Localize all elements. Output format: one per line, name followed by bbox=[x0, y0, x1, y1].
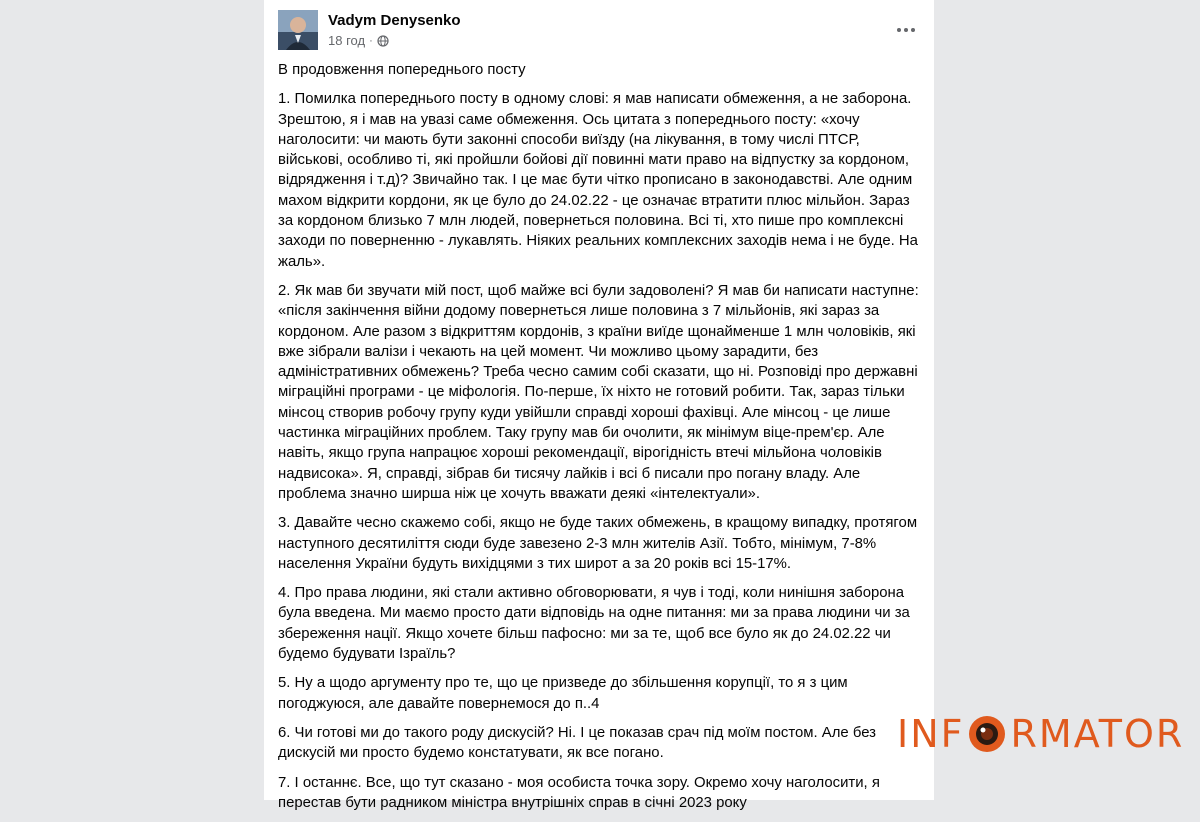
globe-icon bbox=[377, 35, 389, 47]
more-options-icon[interactable] bbox=[892, 16, 920, 44]
post-paragraph-2: 2. Як мав би звучати мій пост, щоб майже всі були задоволені? Я мав би написати наступне: «після закінчення війни додому повернеться лише половина з 7 мільйонів, які зараз за кордоном. Але разом з відкриттям кордонів, з країни виїде щонайменше 1 млн чоловіків, які вже зібрали валізи і чекають на цей момент. Чи можливо цьому зарадити, без адміністративних обмежень? Треба чесно самим собі сказати, що ні. Розповіді про державні міграційні програми - це міфологія. По-перше, їх ніхто не готовий робити. Так, зараз тільки мінсоц створив робочу групу куди увійшли справді хороші фахівці. Але мінсоц - це лише частинка міграційних проблем. Таку групу мав би очолити, як мінімум віце-прем'єр. Але навіть, якщо група напрацює хороші рекомендації, вірогідність втечі мільйона чоловіків надвисока». Я, справді, зібрав би тисячу лайків і всі б писали про погану владу. Але проблема значно ширша ніж це хочуть вважати деякі «інтелектуали». bbox=[278, 282, 919, 502]
post-intro: В продовження попереднього посту bbox=[278, 62, 526, 78]
author-name[interactable]: Vadym Denysenko bbox=[328, 12, 461, 29]
watermark-text-after: RMATOR bbox=[1010, 712, 1185, 756]
watermark-text-before: INF bbox=[897, 712, 965, 756]
post-paragraph-5: 5. Ну а щодо аргументу про те, що це призведе до збільшення корупції, то я з цим погоджуюся, але давайте повернемося до п..4 bbox=[278, 675, 848, 712]
post-time[interactable]: 18 год bbox=[328, 33, 366, 48]
post-paragraph-6: 6. Чи готові ми до такого роду дискусій? Ні. І це показав срач під моїм постом. Але без дискусій ми просто будемо констатувати, як все погано. bbox=[278, 724, 876, 762]
eye-logo-icon bbox=[967, 714, 1007, 754]
post-paragraph-7: 7. І останнє. Все, що тут сказано - моя особиста точка зору. Окремо хочу наголосити, я перестав бути радником міністра внутрішніх справ в січні 2023 року bbox=[278, 774, 880, 811]
post-paragraph-3: 3. Давайте чесно скажемо собі, якщо не буде таких обмежень, в кращому випадку, протягом наступного десятиліття сюди буде завезено 2-3 млн жителів Азії. Тобто, мінімум, 7-8% населення України будуть вихідцями з тих широт а за 20 років всі 15-17%. bbox=[278, 515, 918, 572]
meta-separator: · bbox=[369, 34, 373, 47]
post-paragraph-1: 1. Помилка попереднього посту в одному слові: я мав написати обмеження, а не заборона. Зрештою, я і мав на увазі саме обмеження. Ось цитата з попереднього посту: «хочу наголосити: чи мають бути законні способи виїзду (на лікування, в тому числі ПТСР, військові, особливо ті, які пройшли бойові дії повинні мати право на відпустку за кордоном, відрядження і т.д)? Звичайно так. І це має бути чітко прописано в законодавстві. Але одним махом відкрити кордони, як це було до 24.02.22 - це означає втратити плюс мільйон. Зараз за кордоном близько 7 млн людей, повернеться половина. Всі ті, хто пише про комплексні заходи по поверненню - лукавлять. Ніяких реальних комплексних заходів нема і не буде. На жаль». bbox=[278, 91, 918, 270]
post-body bbox=[278, 60, 923, 822]
post-meta bbox=[328, 33, 389, 48]
avatar[interactable] bbox=[278, 10, 318, 50]
avatar-image bbox=[278, 10, 318, 50]
post-header bbox=[278, 10, 920, 54]
facebook-post-card bbox=[264, 0, 934, 811]
post-paragraph-4: 4. Про права людини, які стали активно обговорювати, я чув і тоді, коли нинішня заборона була введена. Ми маємо просто дати відповідь на одне питання: ми за права людини чи за збереження нації. Якщо хочете більш пафосно: ми за те, щоб все було як до 24.02.22 чи будемо будувати Ізраїль? bbox=[278, 585, 910, 663]
informator-watermark bbox=[897, 712, 1184, 756]
